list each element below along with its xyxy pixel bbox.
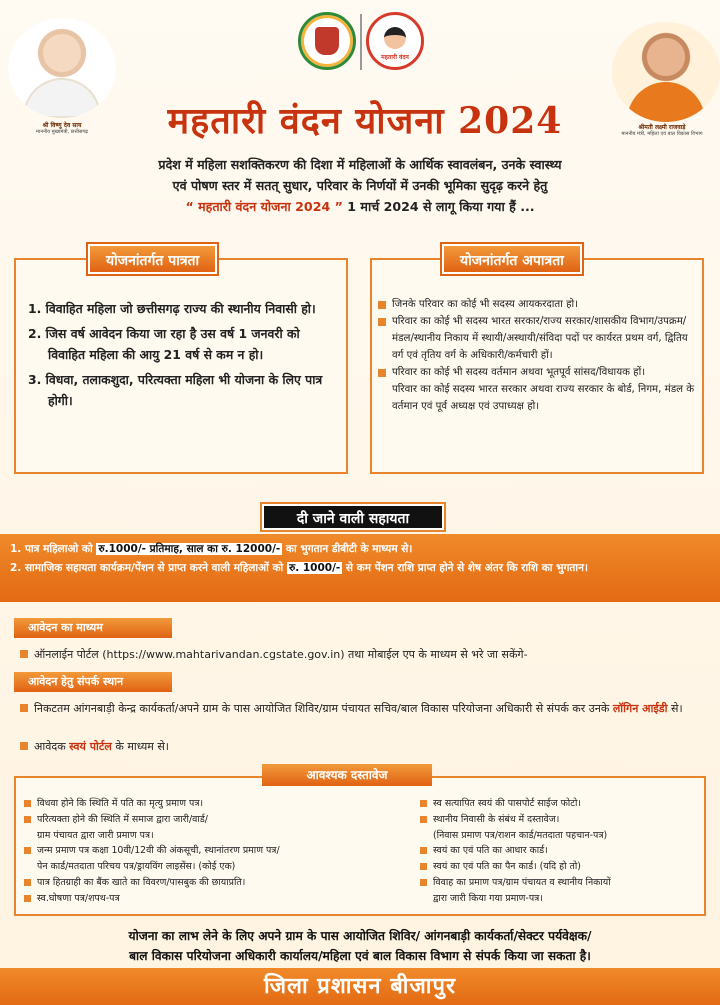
application-medium-text [20, 646, 710, 664]
list-item: विधवा होने कि स्थिति में पति का मृत्यु प्रमाण पत्र। [24, 796, 404, 812]
assistance-item-2-tail: से कम पेंशन राशि प्राप्त होने से शेष अंतर कि राशि का भुगतान। [342, 562, 588, 574]
self-text-a: आवेदक [34, 740, 70, 753]
documents-box [14, 776, 706, 916]
list-item: परिवार का कोई सदस्य भारत सरकार अथवा राज्य सरकार के बोर्ड, निगम, मंडल के वर्तमान एवं पूर्व अध्यक्ष एवं उपाध्यक्ष हो। [392, 384, 695, 412]
header [0, 0, 720, 150]
list-item: द्वारा जारी किया गया प्रमाण-पत्र। [433, 892, 543, 904]
state-emblem-logo [298, 12, 356, 70]
intro-text [60, 154, 660, 217]
footer-note-line-1: योजना का लाभ लेने के लिए अपने ग्राम के पास आयोजित शिविर/ आंगनबाड़ी कार्यकर्ता/सेक्टर पर्यवेक्षक/ [128, 929, 592, 943]
list-item: ग्राम पंचायत द्वारा जारी प्रमाण पत्र। [37, 829, 154, 841]
contact-text-a: निकटतम आंगनबाड़ी केन्द्र कार्यकर्ता/अपने ग्राम के पास आयोजित शिविर/ग्राम पंचायत सचिव/बाल विकास परियोजना अधिकारी से संपर्क कर उनके [34, 702, 613, 715]
contact-place-title: आवेदन हेतु संपर्क स्थान [14, 672, 172, 692]
logo-divider [360, 14, 362, 70]
assistance-item-1-tail: का भुगतान डीबीटी के माध्यम से। [282, 543, 413, 555]
chief-minister-role: माननीय मुख्यमंत्री, छत्तीसगढ़ [36, 129, 88, 136]
ineligibility-box [370, 253, 704, 474]
minister-role: माननीय मंत्री, महिला एवं बाल विकास विभाग [621, 131, 703, 138]
self-portal-text [20, 738, 710, 756]
scheme-logo-text: महतारी वंदन [381, 54, 409, 61]
assistance-item-1-text: 1. पात्र महिलाओ को [10, 543, 97, 555]
footer-note-line-2: बाल विकास परियोजना अधिकारी कार्यालय/महिला एवं बाल विकास विभाग से संपर्क किया जा सकता है। [129, 949, 591, 963]
list-item: पात्र हितग्राही का बैंक खाते का विवरण/पासबुक की छायाप्रति। [24, 875, 404, 891]
application-medium-title: आवेदन का माध्यम [14, 618, 172, 638]
self-portal-highlight: स्वयं पोर्टल [69, 740, 112, 753]
list-item: पेन कार्ड/मतदाता परिचय पत्र/ड्रायविंग लाइसेंस। (कोई एक) [37, 861, 236, 873]
chief-minister-caption [2, 122, 122, 135]
list-item: स्थानीय निवासी के संबंध में दस्तावेज। [420, 812, 704, 828]
intro-line-2: एवं पोषण स्तर में सतत् सुधार, परिवार के निर्णयों में उनकी भूमिका सुदृढ़ करने हेतु [172, 178, 548, 193]
list-item: 1. विवाहित महिला जो छत्तीसगढ़ राज्य की स्थानीय निवासी हो। [28, 301, 316, 316]
self-text-b: के माध्यम से। [111, 740, 169, 753]
assistance-item-2-text: 2. सामाजिक सहायता कार्यक्रम/पेंशन से प्राप्त करने वाली महिलाओं को [10, 562, 287, 574]
list-item: स्वयं का एवं पति का पैन कार्ड। (यदि हो तो) [420, 859, 704, 875]
documents-right-list [420, 796, 704, 907]
list-item: जिनके परिवार का कोई भी सदस्य आयकरदाता हो। [378, 296, 700, 313]
assistance-item-2 [10, 559, 712, 578]
eligibility-list [28, 298, 338, 415]
page-title: महतारी वंदन योजना 2024 [167, 100, 563, 142]
ineligibility-title: योजनांतर्गत अपात्रता [442, 244, 582, 274]
list-item: 2. जिस वर्ष आवेदन किया जा रहा है उस वर्ष 1 जनवरी को विवाहित महिला की आयु 21 वर्ष से कम न हो। [28, 326, 300, 362]
minister-caption [603, 124, 720, 137]
documents-title: आवश्यक दस्तावेज [262, 764, 432, 786]
list-item: परित्यक्ता होने की स्थिति में समाज द्वारा जारी/वार्ड/ [24, 812, 404, 828]
list-item: स्व.घोषणा पत्र/शपथ-पत्र [24, 891, 404, 907]
list-item: परिवार का कोई भी सदस्य भारत सरकार/राज्य सरकार/शासकीय विभाग/उपक्रम/मंडल/स्थानीय निकाय में स्थायी/अस्थायी/संविदा पदों पर कार्यरत प्रथम वर्ग, द्वितिय वर्ग एवं तृतिय वर्ग के अधिकारी/कर्मचारी हों। [378, 313, 700, 364]
assistance-amount-2: रु. 1000/- [288, 562, 341, 574]
district-administration-band: जिला प्रशासन बीजापुर [0, 968, 720, 1005]
list-item: जन्म प्रमाण पत्र कक्षा 10वी/12वी की अंकसूची, स्थानांतरण प्रमाण पत्र/ [24, 843, 404, 859]
contact-place-text [20, 700, 710, 718]
intro-date-text: 1 मार्च 2024 से लागू किया गया हैं ... [342, 199, 535, 214]
list-item: विवाह का प्रमाण पत्र/ग्राम पंचायत व स्थानीय निकायों [420, 875, 704, 891]
chief-minister-name: श्री विष्णु देव साय [42, 122, 82, 129]
contact-text-b: से। [667, 702, 683, 715]
footer-note [12, 926, 708, 966]
portal-link[interactable]: ऑनलाईन पोर्टल (https://www.mahtarivandan.cgstate.gov.in) तथा मोबाईल एप के माध्यम से भरे जा सकेंगे- [34, 648, 528, 661]
eligibility-title: योजनांतर्गत पात्रता [88, 244, 217, 274]
intro-line-3 [60, 196, 660, 217]
assistance-amount-1: रु.1000/- प्रतिमाह, साल का रु. 12000/- [98, 543, 281, 555]
list-item: (निवास प्रमाण पत्र/राशन कार्ड/मतदाता पहचान-पत्र) [433, 829, 608, 841]
intro-scheme-name: “ महतारी वंदन योजना 2024 ” [185, 199, 343, 214]
documents-left-list [24, 796, 404, 907]
list-item: परिवार का कोई भी सदस्य वर्तमान अथवा भूतपूर्व सांसद/विधायक हों। [378, 364, 700, 381]
assistance-band [0, 534, 720, 602]
scheme-logo [366, 12, 424, 70]
assistance-title: दी जाने वाली सहायता [262, 504, 444, 530]
ineligibility-list [378, 296, 700, 415]
minister-photo [612, 22, 720, 122]
list-item: 3. विधवा, तलाकशुदा, परित्यक्ता महिला भी योजना के लिए पात्र होगी। [28, 372, 323, 408]
assistance-item-1 [10, 540, 712, 559]
login-id-text: लॉगिन आईडी [612, 702, 668, 715]
list-item: स्व सत्यापित स्वयं की पासपोर्ट साईज फोटो। [420, 796, 704, 812]
intro-line-1: प्रदेश में महिला सशक्तिकरण की दिशा में महिलाओं के आर्थिक स्वावलंबन, उनके स्वास्थ्य [158, 157, 562, 172]
minister-name: श्रीमती लक्ष्मी राजवाड़े [638, 124, 686, 131]
chief-minister-photo [8, 18, 116, 118]
eligibility-box [14, 253, 348, 474]
list-item: स्वयं का एवं पति का आधार कार्ड। [420, 843, 704, 859]
